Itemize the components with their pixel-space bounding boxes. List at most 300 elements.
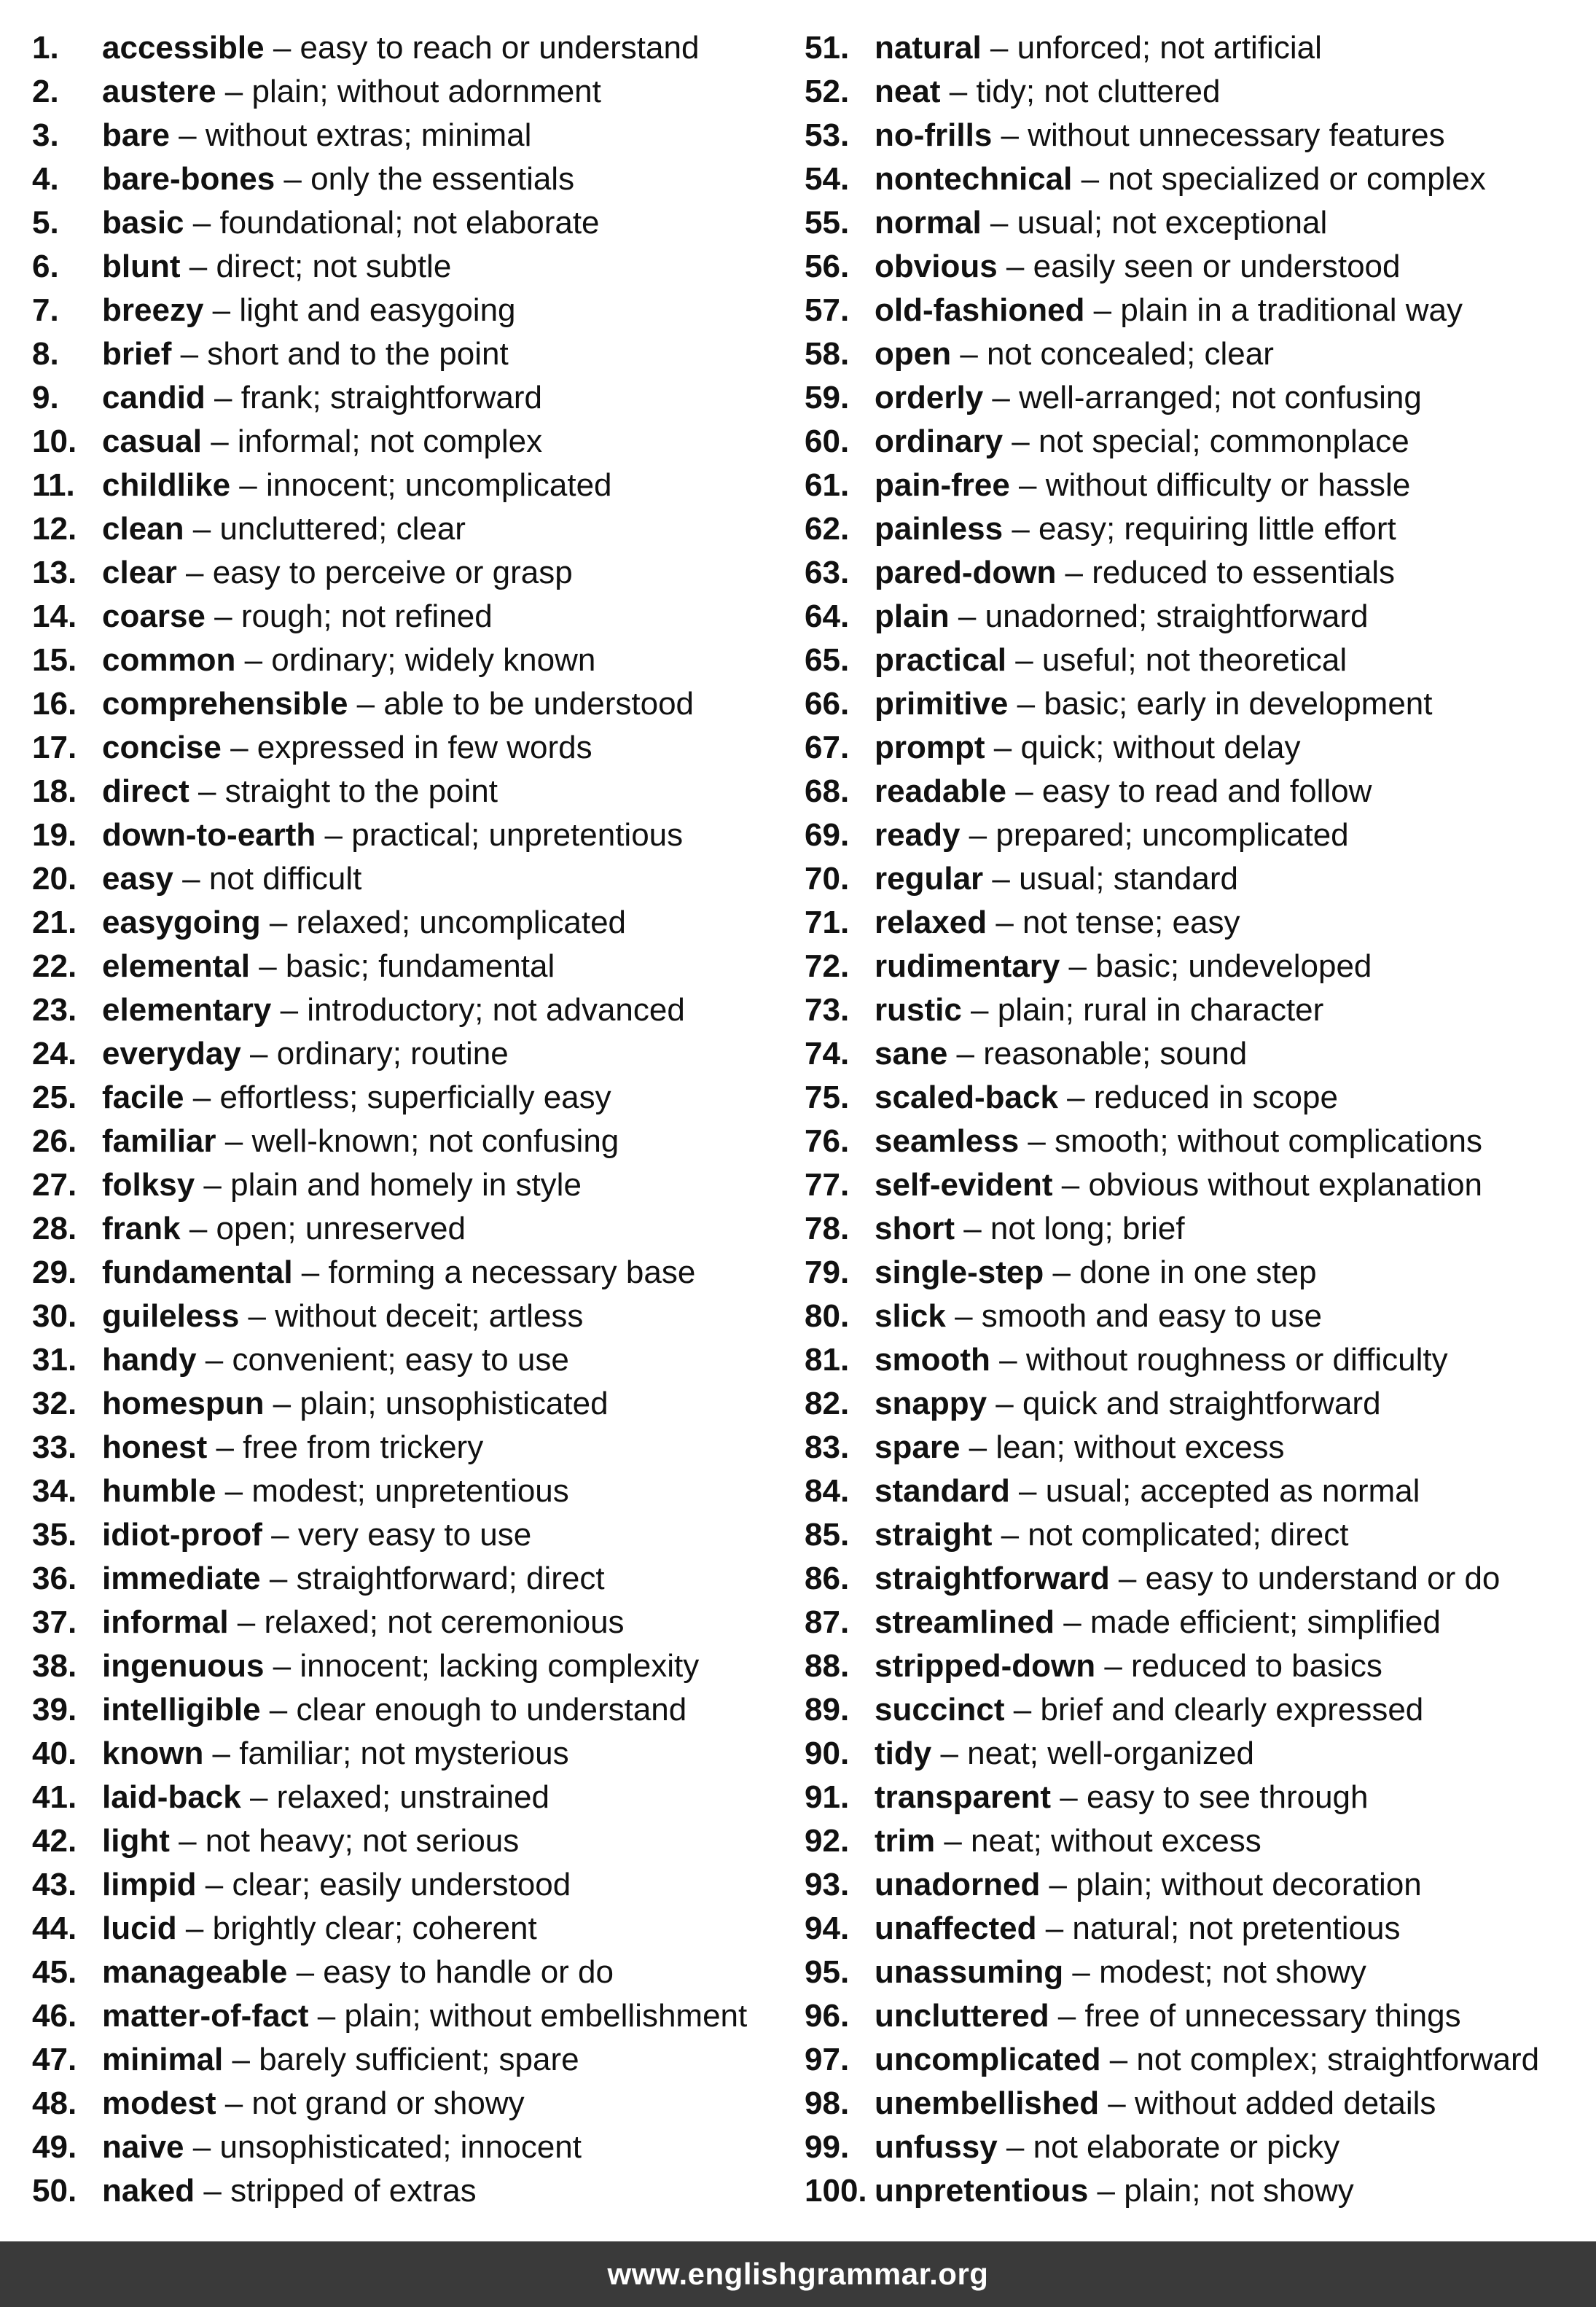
word-entry: 15. common – ordinary; widely known: [32, 639, 783, 682]
entry-word: homespun: [102, 1386, 265, 1421]
entry-word: honest: [102, 1429, 208, 1465]
entry-number: 90.: [805, 1736, 850, 1771]
entry-number: 6.: [32, 249, 59, 284]
entry-definition: plain; unsophisticated: [300, 1386, 609, 1421]
word-column-left: [32, 26, 783, 2213]
entry-word: childlike: [102, 467, 231, 503]
entry-number: 18.: [32, 773, 77, 809]
word-entry: 96. uncluttered – free of unnecessary things: [805, 1994, 1592, 2038]
word-entry: 9. candid – frank; straightforward: [32, 376, 783, 420]
entry-definition: rough; not refined: [240, 598, 493, 634]
word-entry: 31. handy – convenient; easy to use: [32, 1338, 783, 1382]
entry-number: 84.: [805, 1473, 850, 1509]
entry-word: clear: [102, 555, 177, 590]
entry-word: breezy: [102, 292, 204, 328]
entry-definition: free from trickery: [243, 1429, 484, 1465]
entry-word: painless: [875, 511, 1004, 547]
entry-definition: stripped of extras: [230, 2173, 477, 2209]
word-entry: 40. known – familiar; not mysterious: [32, 1732, 783, 1776]
entry-number: 78.: [805, 1211, 850, 1246]
word-entry: 52. neat – tidy; not cluttered: [805, 70, 1592, 114]
word-entry: 61. pain-free – without difficulty or hassle: [805, 464, 1592, 507]
entry-word: streamlined: [875, 1604, 1055, 1640]
entry-number: 43.: [32, 1867, 77, 1902]
entry-word: unadorned: [875, 1867, 1041, 1902]
word-entry: 21. easygoing – relaxed; uncomplicated: [32, 901, 783, 945]
word-entry: 91. transparent – easy to see through: [805, 1776, 1592, 1819]
word-entry: 45. manageable – easy to handle or do: [32, 1951, 783, 1994]
entry-number: 99.: [805, 2129, 850, 2165]
word-entry: 67. prompt – quick; without delay: [805, 726, 1592, 770]
entry-definition: innocent; uncomplicated: [266, 467, 612, 503]
entry-number: 70.: [805, 861, 850, 897]
entry-number: 82.: [805, 1386, 850, 1421]
entry-word: no-frills: [875, 117, 993, 153]
entry-number: 32.: [32, 1386, 77, 1421]
word-entry: 1. accessible – easy to reach or understand: [32, 26, 783, 70]
word-entry: 69. ready – prepared; uncomplicated: [805, 813, 1592, 857]
entry-number: 30.: [32, 1298, 77, 1334]
word-entry: 35. idiot-proof – very easy to use: [32, 1513, 783, 1557]
word-entry: 54. nontechnical – not specialized or complex: [805, 157, 1592, 201]
entry-definition: not complicated; direct: [1028, 1517, 1349, 1553]
entry-number: 95.: [805, 1954, 850, 1990]
word-entry: 12. clean – uncluttered; clear: [32, 507, 783, 551]
entry-definition: able to be understood: [383, 686, 695, 722]
word-entry: 59. orderly – well-arranged; not confusing: [805, 376, 1592, 420]
entry-number: 53.: [805, 117, 850, 153]
entry-number: 22.: [32, 948, 77, 984]
entry-word: laid-back: [102, 1779, 241, 1815]
entry-definition: barely sufficient; spare: [259, 2042, 579, 2077]
entry-number: 92.: [805, 1823, 850, 1859]
entry-word: prompt: [875, 730, 985, 765]
word-entry: 64. plain – unadorned; straightforward: [805, 595, 1592, 639]
word-entry: 30. guileless – without deceit; artless: [32, 1295, 783, 1338]
word-entry: 76. seamless – smooth; without complications: [805, 1120, 1592, 1163]
entry-number: 15.: [32, 642, 77, 678]
entry-number: 68.: [805, 773, 850, 809]
word-entry: 84. standard – usual; accepted as normal: [805, 1469, 1592, 1513]
entry-word: frank: [102, 1211, 181, 1246]
entry-word: candid: [102, 380, 206, 415]
entry-word: known: [102, 1736, 204, 1771]
word-entry: 10. casual – informal; not complex: [32, 420, 783, 464]
entry-definition: without difficulty or hassle: [1045, 467, 1411, 503]
entry-number: 17.: [32, 730, 77, 765]
entry-definition: not concealed; clear: [987, 336, 1274, 372]
entry-number: 87.: [805, 1604, 850, 1640]
entry-number: 66.: [805, 686, 850, 722]
entry-definition: not special; commonplace: [1038, 423, 1409, 459]
entry-word: lucid: [102, 1910, 177, 1946]
entry-number: 27.: [32, 1167, 77, 1203]
entry-word: familiar: [102, 1123, 216, 1159]
entry-number: 31.: [32, 1342, 77, 1378]
entry-number: 25.: [32, 1080, 77, 1115]
entry-number: 67.: [805, 730, 850, 765]
entry-number: 34.: [32, 1473, 77, 1509]
entry-number: 8.: [32, 336, 59, 372]
entry-definition: unadorned; straightforward: [985, 598, 1369, 634]
word-entry: 63. pared-down – reduced to essentials: [805, 551, 1592, 595]
entry-definition: foundational; not elaborate: [219, 205, 600, 241]
entry-word: bare-bones: [102, 161, 275, 197]
word-entry: 71. relaxed – not tense; easy: [805, 901, 1592, 945]
entry-word: scaled-back: [875, 1080, 1058, 1115]
entry-word: modest: [102, 2085, 216, 2121]
word-entry: 19. down-to-earth – practical; unpretentious: [32, 813, 783, 857]
word-entry: 58. open – not concealed; clear: [805, 332, 1592, 376]
word-entry: 33. honest – free from trickery: [32, 1426, 783, 1469]
word-entry: 48. modest – not grand or showy: [32, 2082, 783, 2126]
entry-word: straight: [875, 1517, 993, 1553]
word-entry: 66. primitive – basic; early in development: [805, 682, 1592, 726]
entry-number: 9.: [32, 380, 59, 415]
entry-number: 24.: [32, 1036, 77, 1071]
entry-word: primitive: [875, 686, 1009, 722]
entry-definition: easy to perceive or grasp: [212, 555, 573, 590]
word-entry: 37. informal – relaxed; not ceremonious: [32, 1601, 783, 1644]
entry-word: accessible: [102, 30, 265, 66]
word-entry: 25. facile – effortless; superficially easy: [32, 1076, 783, 1120]
entry-definition: not complex; straightforward: [1136, 2042, 1540, 2077]
entry-word: ingenuous: [102, 1648, 265, 1684]
entry-number: 19.: [32, 817, 77, 853]
word-entry: 99. unfussy – not elaborate or picky: [805, 2126, 1592, 2169]
entry-definition: reduced to essentials: [1092, 555, 1396, 590]
word-entry: 28. frank – open; unreserved: [32, 1207, 783, 1251]
word-entry: 6. blunt – direct; not subtle: [32, 245, 783, 289]
entry-number: 5.: [32, 205, 59, 241]
website-url[interactable]: www.englishgrammar.org: [607, 2257, 989, 2291]
entry-word: manageable: [102, 1954, 288, 1990]
word-entry: 23. elementary – introductory; not advanced: [32, 988, 783, 1032]
entry-number: 61.: [805, 467, 850, 503]
entry-word: unfussy: [875, 2129, 998, 2165]
entry-definition: modest; unpretentious: [251, 1473, 569, 1509]
entry-number: 100.: [805, 2173, 867, 2209]
word-entry: 100. unpretentious – plain; not showy: [805, 2169, 1592, 2213]
footer-bar: [0, 2241, 1596, 2307]
entry-number: 72.: [805, 948, 850, 984]
entry-word: blunt: [102, 249, 181, 284]
entry-number: 26.: [32, 1123, 77, 1159]
word-entry: 29. fundamental – forming a necessary base: [32, 1251, 783, 1295]
entry-definition: relaxed; unstrained: [276, 1779, 549, 1815]
entry-word: readable: [875, 773, 1006, 809]
entry-definition: modest; not showy: [1099, 1954, 1366, 1990]
entry-word: humble: [102, 1473, 216, 1509]
word-entry: 77. self-evident – obvious without explanation: [805, 1163, 1592, 1207]
entry-definition: not elaborate or picky: [1033, 2129, 1340, 2165]
entry-definition: familiar; not mysterious: [239, 1736, 569, 1771]
word-entry: 13. clear – easy to perceive or grasp: [32, 551, 783, 595]
word-entry: 92. trim – neat; without excess: [805, 1819, 1592, 1863]
entry-word: unaffected: [875, 1910, 1037, 1946]
entry-number: 55.: [805, 205, 850, 241]
word-entry: 56. obvious – easily seen or understood: [805, 245, 1592, 289]
entry-number: 89.: [805, 1692, 850, 1728]
entry-word: intelligible: [102, 1692, 261, 1728]
entry-word: coarse: [102, 598, 206, 634]
word-entry: 50. naked – stripped of extras: [32, 2169, 783, 2213]
word-entry: 49. naive – unsophisticated; innocent: [32, 2126, 783, 2169]
entry-definition: convenient; easy to use: [232, 1342, 569, 1378]
entry-number: 98.: [805, 2085, 850, 2121]
entry-definition: reduced to basics: [1131, 1648, 1382, 1684]
entry-word: basic: [102, 205, 184, 241]
entry-definition: usual; standard: [1019, 861, 1238, 897]
entry-word: snappy: [875, 1386, 987, 1421]
entry-definition: without roughness or difficulty: [1025, 1342, 1448, 1378]
entry-number: 35.: [32, 1517, 77, 1553]
entry-definition: not difficult: [208, 861, 362, 897]
entry-definition: straight to the point: [224, 773, 498, 809]
entry-word: light: [102, 1823, 170, 1859]
entry-word: matter-of-fact: [102, 1998, 309, 2034]
word-entry: 70. regular – usual; standard: [805, 857, 1592, 901]
entry-number: 81.: [805, 1342, 850, 1378]
entry-definition: uncluttered; clear: [219, 511, 466, 547]
word-entry: 94. unaffected – natural; not pretentious: [805, 1907, 1592, 1951]
entry-word: sane: [875, 1036, 948, 1071]
entry-word: practical: [875, 642, 1006, 678]
word-entry: 4. bare-bones – only the essentials: [32, 157, 783, 201]
entry-word: succinct: [875, 1692, 1005, 1728]
entry-definition: smooth; without complications: [1055, 1123, 1483, 1159]
entry-word: clean: [102, 511, 184, 547]
word-entry: 42. light – not heavy; not serious: [32, 1819, 783, 1863]
entry-word: comprehensible: [102, 686, 348, 722]
word-entry: 97. uncomplicated – not complex; straightforward: [805, 2038, 1592, 2082]
word-entry: 95. unassuming – modest; not showy: [805, 1951, 1592, 1994]
entry-definition: not grand or showy: [251, 2085, 525, 2121]
entry-word: rustic: [875, 992, 962, 1028]
entry-definition: only the essentials: [310, 161, 575, 197]
entry-definition: short and to the point: [207, 336, 509, 372]
entry-definition: plain in a traditional way: [1120, 292, 1463, 328]
entry-word: natural: [875, 30, 982, 66]
entry-definition: brightly clear; coherent: [212, 1910, 537, 1946]
entry-word: guileless: [102, 1298, 240, 1334]
entry-word: stripped-down: [875, 1648, 1096, 1684]
entry-number: 21.: [32, 905, 77, 940]
entry-word: facile: [102, 1080, 184, 1115]
entry-number: 10.: [32, 423, 77, 459]
entry-word: fundamental: [102, 1254, 293, 1290]
entry-word: slick: [875, 1298, 946, 1334]
word-entry: 11. childlike – innocent; uncomplicated: [32, 464, 783, 507]
entry-number: 20.: [32, 861, 77, 897]
word-entry: 81. smooth – without roughness or difficulty: [805, 1338, 1592, 1382]
entry-word: brief: [102, 336, 172, 372]
entry-definition: plain; without decoration: [1076, 1867, 1422, 1902]
word-entry: 65. practical – useful; not theoretical: [805, 639, 1592, 682]
entry-definition: reduced in scope: [1093, 1080, 1338, 1115]
entry-word: concise: [102, 730, 222, 765]
entry-definition: plain; not showy: [1124, 2173, 1354, 2209]
entry-number: 83.: [805, 1429, 850, 1465]
entry-definition: free of unnecessary things: [1084, 1998, 1461, 2034]
entry-definition: usual; accepted as normal: [1045, 1473, 1420, 1509]
entry-number: 33.: [32, 1429, 77, 1465]
word-entry: 78. short – not long; brief: [805, 1207, 1592, 1251]
entry-word: folksy: [102, 1167, 195, 1203]
entry-definition: tidy; not cluttered: [976, 74, 1221, 109]
word-entry: 27. folksy – plain and homely in style: [32, 1163, 783, 1207]
entry-number: 74.: [805, 1036, 850, 1071]
entry-definition: smooth and easy to use: [981, 1298, 1322, 1334]
entry-number: 96.: [805, 1998, 850, 2034]
entry-definition: clear enough to understand: [296, 1692, 687, 1728]
word-entry: 39. intelligible – clear enough to understand: [32, 1688, 783, 1732]
word-entry: 14. coarse – rough; not refined: [32, 595, 783, 639]
entry-number: 49.: [32, 2129, 77, 2165]
entry-word: informal: [102, 1604, 229, 1640]
entry-definition: made efficient; simplified: [1090, 1604, 1441, 1640]
word-entry: 68. readable – easy to read and follow: [805, 770, 1592, 813]
entry-number: 65.: [805, 642, 850, 678]
word-entry: 34. humble – modest; unpretentious: [32, 1469, 783, 1513]
entry-number: 52.: [805, 74, 850, 109]
entry-definition: direct; not subtle: [216, 249, 452, 284]
entry-definition: neat; without excess: [971, 1823, 1261, 1859]
entry-definition: quick; without delay: [1020, 730, 1301, 765]
word-entry: 55. normal – usual; not exceptional: [805, 201, 1592, 245]
entry-word: unembellished: [875, 2085, 1100, 2121]
entry-word: elementary: [102, 992, 272, 1028]
entry-number: 59.: [805, 380, 850, 415]
entry-word: everyday: [102, 1036, 241, 1071]
entry-definition: easy to handle or do: [323, 1954, 614, 1990]
entry-number: 11.: [32, 467, 75, 503]
entry-word: rudimentary: [875, 948, 1060, 984]
word-entry: 73. rustic – plain; rural in character: [805, 988, 1592, 1032]
word-entry: 16. comprehensible – able to be understood: [32, 682, 783, 726]
word-entry: 57. old-fashioned – plain in a traditional way: [805, 289, 1592, 332]
entry-word: unpretentious: [875, 2173, 1089, 2209]
entry-word: bare: [102, 117, 170, 153]
entry-word: relaxed: [875, 905, 987, 940]
entry-number: 80.: [805, 1298, 850, 1334]
word-entry: 53. no-frills – without unnecessary features: [805, 114, 1592, 157]
entry-number: 76.: [805, 1123, 850, 1159]
entry-word: easygoing: [102, 905, 261, 940]
word-entry: 74. sane – reasonable; sound: [805, 1032, 1592, 1076]
word-entry: 44. lucid – brightly clear; coherent: [32, 1907, 783, 1951]
entry-word: ordinary: [875, 423, 1004, 459]
entry-word: casual: [102, 423, 202, 459]
entry-definition: reasonable; sound: [983, 1036, 1248, 1071]
entry-number: 88.: [805, 1648, 850, 1684]
entry-definition: not long; brief: [990, 1211, 1185, 1246]
entry-definition: open; unreserved: [216, 1211, 466, 1246]
entry-definition: neat; well-organized: [967, 1736, 1254, 1771]
word-entry: 82. snappy – quick and straightforward: [805, 1382, 1592, 1426]
entry-definition: forming a necessary base: [328, 1254, 696, 1290]
entry-definition: done in one step: [1079, 1254, 1317, 1290]
entry-definition: relaxed; uncomplicated: [296, 905, 627, 940]
entry-word: standard: [875, 1473, 1010, 1509]
entry-word: unassuming: [875, 1954, 1064, 1990]
word-entry: 8. brief – short and to the point: [32, 332, 783, 376]
entry-definition: brief and clearly expressed: [1040, 1692, 1424, 1728]
word-entry: 62. painless – easy; requiring little effort: [805, 507, 1592, 551]
entry-number: 29.: [32, 1254, 77, 1290]
entry-number: 41.: [32, 1779, 77, 1815]
entry-word: minimal: [102, 2042, 224, 2077]
entry-number: 79.: [805, 1254, 850, 1290]
word-entry: 46. matter-of-fact – plain; without embellishment: [32, 1994, 783, 2038]
entry-number: 13.: [32, 555, 77, 590]
entry-definition: basic; early in development: [1044, 686, 1433, 722]
entry-number: 4.: [32, 161, 59, 197]
entry-word: tidy: [875, 1736, 932, 1771]
word-column-right: [805, 26, 1592, 2213]
word-entry: 3. bare – without extras; minimal: [32, 114, 783, 157]
entry-number: 51.: [805, 30, 850, 66]
entry-word: common: [102, 642, 236, 678]
entry-word: handy: [102, 1342, 197, 1378]
entry-word: old-fashioned: [875, 292, 1085, 328]
entry-word: naive: [102, 2129, 184, 2165]
entry-word: transparent: [875, 1779, 1052, 1815]
entry-number: 62.: [805, 511, 850, 547]
entry-definition: without added details: [1135, 2085, 1436, 2121]
entry-definition: lean; without excess: [995, 1429, 1285, 1465]
entry-definition: without deceit; artless: [275, 1298, 584, 1334]
entry-word: single-step: [875, 1254, 1044, 1290]
entry-number: 58.: [805, 336, 850, 372]
word-entry: 43. limpid – clear; easily understood: [32, 1863, 783, 1907]
entry-number: 54.: [805, 161, 850, 197]
word-entry: 90. tidy – neat; well-organized: [805, 1732, 1592, 1776]
entry-definition: expressed in few words: [257, 730, 592, 765]
word-entry: 86. straightforward – easy to understand or do: [805, 1557, 1592, 1601]
entry-definition: introductory; not advanced: [307, 992, 685, 1028]
entry-number: 36.: [32, 1561, 77, 1596]
entry-number: 73.: [805, 992, 850, 1028]
entry-definition: relaxed; not ceremonious: [264, 1604, 625, 1640]
entry-number: 69.: [805, 817, 850, 853]
entry-definition: very easy to use: [297, 1517, 532, 1553]
entry-definition: easy; requiring little effort: [1038, 511, 1396, 547]
entry-definition: not specialized or complex: [1108, 161, 1486, 197]
entry-word: self-evident: [875, 1167, 1053, 1203]
entry-number: 64.: [805, 598, 850, 634]
entry-word: direct: [102, 773, 189, 809]
entry-definition: prepared; uncomplicated: [995, 817, 1349, 853]
entry-number: 85.: [805, 1517, 850, 1553]
word-entry: 32. homespun – plain; unsophisticated: [32, 1382, 783, 1426]
word-entry: 88. stripped-down – reduced to basics: [805, 1644, 1592, 1688]
entry-number: 94.: [805, 1910, 850, 1946]
entry-number: 60.: [805, 423, 850, 459]
entry-number: 38.: [32, 1648, 77, 1684]
entry-word: plain: [875, 598, 950, 634]
entry-definition: well-known; not confusing: [251, 1123, 619, 1159]
entry-word: neat: [875, 74, 941, 109]
word-entry: 47. minimal – barely sufficient; spare: [32, 2038, 783, 2082]
word-entry: 51. natural – unforced; not artificial: [805, 26, 1592, 70]
entry-number: 77.: [805, 1167, 850, 1203]
entry-number: 40.: [32, 1736, 77, 1771]
entry-word: straightforward: [875, 1561, 1110, 1596]
word-entry: 36. immediate – straightforward; direct: [32, 1557, 783, 1601]
entry-definition: practical; unpretentious: [351, 817, 684, 853]
entry-word: smooth: [875, 1342, 990, 1378]
